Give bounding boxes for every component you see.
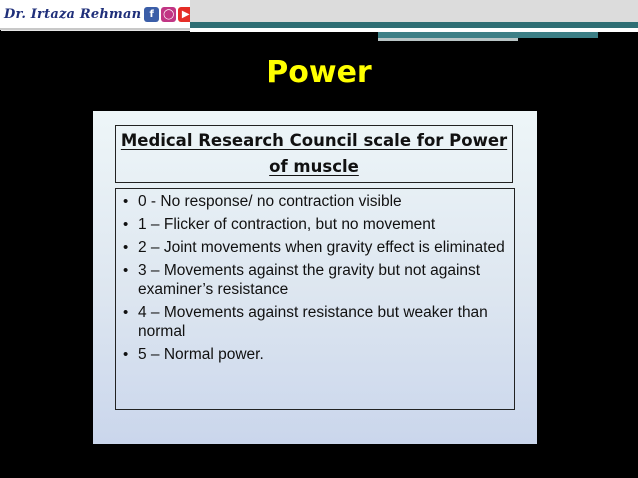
content-panel bbox=[93, 111, 537, 444]
grade-list-box bbox=[115, 188, 515, 410]
list-item: • 2 – Joint movements when gravity effect is eliminated bbox=[122, 238, 506, 257]
instagram-icon[interactable]: ◯ bbox=[163, 8, 175, 20]
facebook-icon[interactable]: f bbox=[144, 7, 159, 22]
list-item: • 4 – Movements against resistance but weaker than normal bbox=[122, 303, 506, 341]
list-item: • 5 – Normal power. bbox=[122, 345, 506, 364]
scale-heading-box bbox=[115, 125, 513, 183]
watermark-bar bbox=[0, 0, 190, 30]
header-stripe-light bbox=[378, 38, 518, 41]
list-item: • 3 – Movements against the gravity but not against examiner’s resistance bbox=[122, 261, 506, 299]
grade-list bbox=[122, 192, 506, 364]
brand-name: Dr. Irtaza Rehman bbox=[4, 6, 142, 22]
youtube-icon[interactable]: ▶ bbox=[178, 7, 193, 22]
scale-heading: Medical Research Council scale for Power of muscle bbox=[120, 131, 508, 176]
list-item: • 1 – Flicker of contraction, but no movement bbox=[122, 215, 506, 234]
slide-title: Power bbox=[266, 55, 372, 90]
header-stripe-gray bbox=[190, 0, 638, 22]
list-item: • 0 - No response/ no contraction visible bbox=[122, 192, 506, 211]
